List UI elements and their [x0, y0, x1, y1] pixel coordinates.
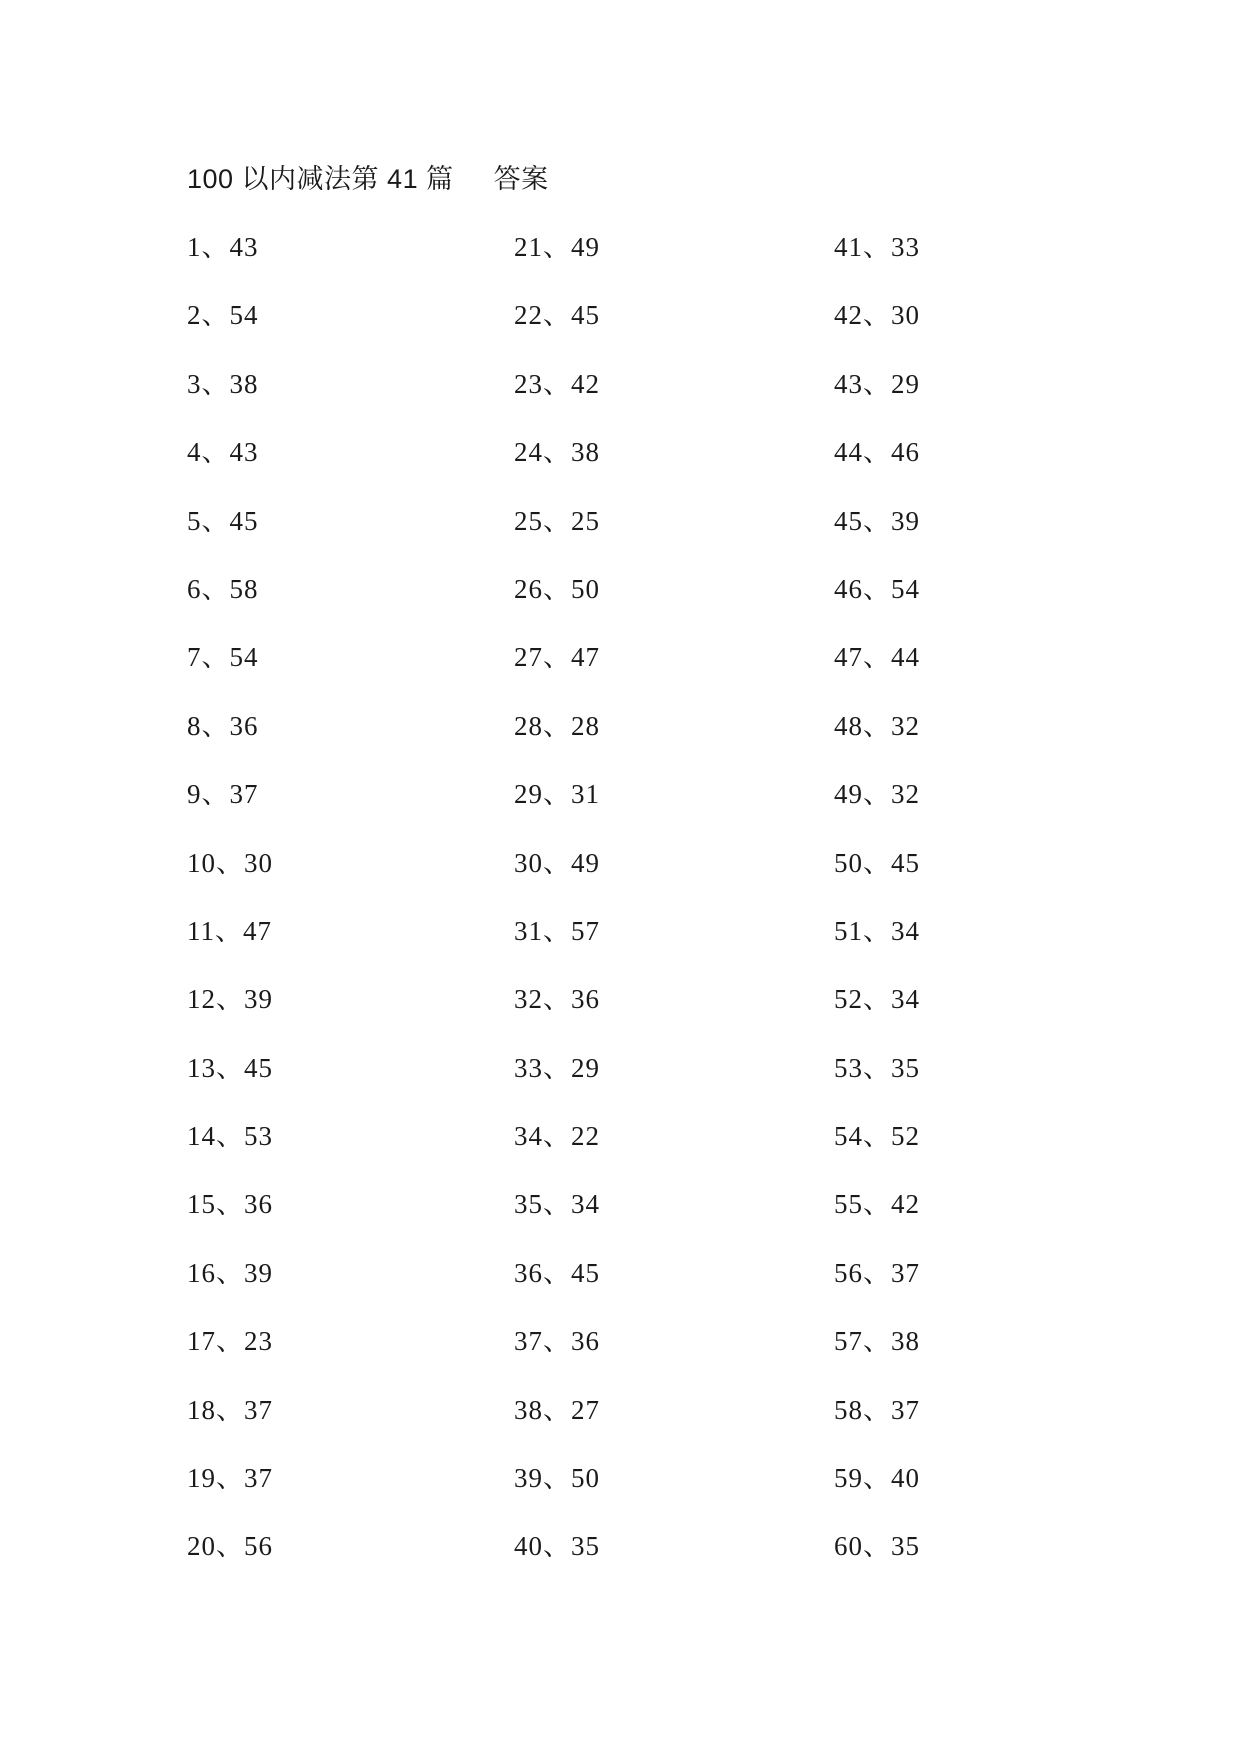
- answer-item: 7、54: [187, 642, 259, 673]
- answer-item: 6、58: [187, 573, 259, 604]
- answer-item: 2、54: [187, 300, 259, 331]
- answer-item: 3、38: [187, 368, 259, 399]
- answer-item: 22、45: [514, 300, 600, 331]
- answer-item: 58、37: [834, 1394, 920, 1425]
- answer-item: 16、39: [187, 1257, 273, 1288]
- answer-item: 5、45: [187, 505, 259, 536]
- answer-item: 34、22: [514, 1121, 600, 1152]
- answer-item: 37、36: [514, 1326, 600, 1357]
- answer-item: 8、36: [187, 710, 259, 741]
- answer-item: 35、34: [514, 1189, 600, 1220]
- answer-item: 30、49: [514, 847, 600, 878]
- answer-item: 45、39: [834, 505, 920, 536]
- answer-item: 55、42: [834, 1189, 920, 1220]
- answer-item: 33、29: [514, 1052, 600, 1083]
- answer-item: 52、34: [834, 984, 920, 1015]
- answer-item: 43、29: [834, 368, 920, 399]
- answer-item: 25、25: [514, 505, 600, 536]
- answer-item: 26、50: [514, 573, 600, 604]
- answer-item: 36、45: [514, 1257, 600, 1288]
- answer-item: 14、53: [187, 1121, 273, 1152]
- answer-item: 57、38: [834, 1326, 920, 1357]
- answer-item: 39、50: [514, 1463, 600, 1494]
- answer-item: 59、40: [834, 1463, 920, 1494]
- answer-item: 4、43: [187, 437, 259, 468]
- answer-item: 53、35: [834, 1052, 920, 1083]
- page-title: 100 以内减法第 41 篇 答案: [187, 164, 549, 194]
- answer-item: 40、35: [514, 1531, 600, 1562]
- answer-column-2: [514, 228, 774, 1596]
- answer-item: 15、36: [187, 1189, 273, 1220]
- answer-item: 28、28: [514, 710, 600, 741]
- answer-item: 50、45: [834, 847, 920, 878]
- answer-item: 38、27: [514, 1394, 600, 1425]
- answer-item: 21、49: [514, 232, 600, 262]
- answer-item: 18、37: [187, 1394, 273, 1425]
- answer-item: 54、52: [834, 1121, 920, 1152]
- answer-item: 47、44: [834, 642, 920, 673]
- answer-item: 13、45: [187, 1052, 273, 1083]
- answer-item: 17、23: [187, 1326, 273, 1357]
- answer-item: 60、35: [834, 1531, 920, 1562]
- answer-item: 42、30: [834, 300, 920, 331]
- answer-item: 9、37: [187, 779, 259, 810]
- answer-item: 23、42: [514, 368, 600, 399]
- answer-item: 32、36: [514, 984, 600, 1015]
- answer-item: 24、38: [514, 437, 600, 468]
- answer-column-3: [834, 228, 1094, 1596]
- answer-item: 1、43: [187, 232, 259, 262]
- answer-item: 46、54: [834, 573, 920, 604]
- answer-item: 44、46: [834, 437, 920, 468]
- answer-item: 11、47: [187, 915, 272, 946]
- answer-item: 56、37: [834, 1257, 920, 1288]
- answer-item: 48、32: [834, 710, 920, 741]
- answer-item: 12、39: [187, 984, 273, 1015]
- answer-item: 19、37: [187, 1463, 273, 1494]
- answer-item: 51、34: [834, 915, 920, 946]
- answer-item: 29、31: [514, 779, 600, 810]
- answer-column-1: [187, 228, 447, 1596]
- answer-item: 10、30: [187, 847, 273, 878]
- answer-item: 31、57: [514, 915, 600, 946]
- answer-item: 49、32: [834, 779, 920, 810]
- answer-item: 27、47: [514, 642, 600, 673]
- answer-item: 20、56: [187, 1531, 273, 1562]
- answer-item: 41、33: [834, 232, 920, 262]
